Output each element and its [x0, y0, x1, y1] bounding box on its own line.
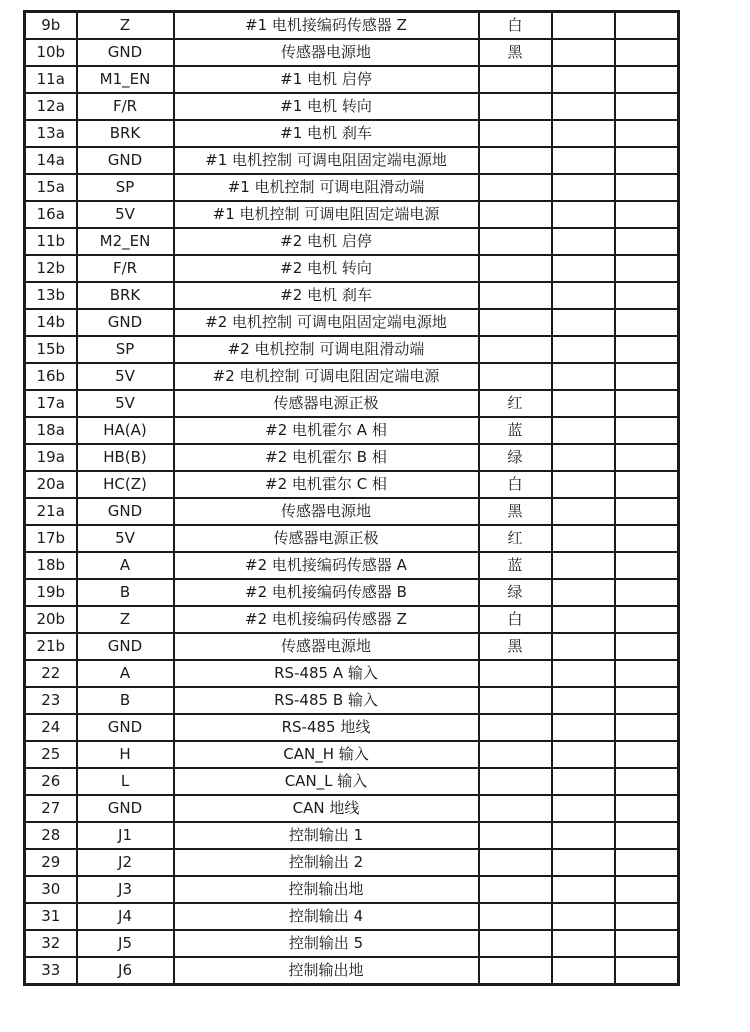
description-cell: #1 电机控制 可调电阻固定端电源 [174, 201, 479, 228]
empty-cell-2 [615, 201, 679, 228]
pin-number-cell: 9b [25, 12, 77, 40]
description-cell: CAN_L 输入 [174, 768, 479, 795]
signal-name-cell: M1_EN [77, 66, 174, 93]
table-row [25, 849, 679, 876]
description-cell: #2 电机接编码传感器 Z [174, 606, 479, 633]
pin-number-cell: 26 [25, 768, 77, 795]
pin-number-cell: 32 [25, 930, 77, 957]
wire-color-cell: 绿 [479, 579, 552, 606]
empty-cell-2 [615, 255, 679, 282]
table-row [25, 228, 679, 255]
signal-name-cell: A [77, 552, 174, 579]
pin-number-cell: 16b [25, 363, 77, 390]
description-cell: 控制输出 4 [174, 903, 479, 930]
pin-number-cell: 13b [25, 282, 77, 309]
empty-cell-1 [552, 336, 615, 363]
empty-cell-1 [552, 714, 615, 741]
empty-cell-1 [552, 552, 615, 579]
description-cell: 控制输出地 [174, 876, 479, 903]
wire-color-cell [479, 93, 552, 120]
description-cell: #1 电机 转向 [174, 93, 479, 120]
empty-cell-1 [552, 93, 615, 120]
pin-number-cell: 10b [25, 39, 77, 66]
description-cell: #2 电机 转向 [174, 255, 479, 282]
signal-name-cell: J2 [77, 849, 174, 876]
description-cell: 控制输出 1 [174, 822, 479, 849]
empty-cell-1 [552, 444, 615, 471]
signal-name-cell: J1 [77, 822, 174, 849]
empty-cell-1 [552, 228, 615, 255]
empty-cell-2 [615, 444, 679, 471]
wire-color-cell [479, 903, 552, 930]
table-row [25, 552, 679, 579]
table-row [25, 147, 679, 174]
pin-number-cell: 33 [25, 957, 77, 985]
signal-name-cell: HB(B) [77, 444, 174, 471]
empty-cell-2 [615, 390, 679, 417]
description-cell: #1 电机接编码传感器 Z [174, 12, 479, 40]
signal-name-cell: HA(A) [77, 417, 174, 444]
empty-cell-2 [615, 120, 679, 147]
empty-cell-2 [615, 903, 679, 930]
empty-cell-1 [552, 687, 615, 714]
empty-cell-1 [552, 768, 615, 795]
description-cell: CAN 地线 [174, 795, 479, 822]
signal-name-cell: BRK [77, 282, 174, 309]
wire-color-cell [479, 687, 552, 714]
description-cell: #1 电机控制 可调电阻固定端电源地 [174, 147, 479, 174]
description-cell: 传感器电源正极 [174, 390, 479, 417]
pin-number-cell: 15b [25, 336, 77, 363]
empty-cell-2 [615, 417, 679, 444]
pin-number-cell: 15a [25, 174, 77, 201]
signal-name-cell: BRK [77, 120, 174, 147]
signal-name-cell: M2_EN [77, 228, 174, 255]
empty-cell-1 [552, 741, 615, 768]
empty-cell-2 [615, 66, 679, 93]
wire-color-cell [479, 174, 552, 201]
wire-color-cell [479, 336, 552, 363]
signal-name-cell: B [77, 579, 174, 606]
pin-number-cell: 25 [25, 741, 77, 768]
wire-color-cell [479, 795, 552, 822]
signal-name-cell: GND [77, 147, 174, 174]
signal-name-cell: L [77, 768, 174, 795]
signal-name-cell: Z [77, 606, 174, 633]
wire-color-cell [479, 660, 552, 687]
empty-cell-2 [615, 849, 679, 876]
empty-cell-1 [552, 39, 615, 66]
table-row [25, 741, 679, 768]
signal-name-cell: SP [77, 336, 174, 363]
table-row [25, 579, 679, 606]
empty-cell-2 [615, 795, 679, 822]
wire-color-cell: 黑 [479, 633, 552, 660]
empty-cell-2 [615, 768, 679, 795]
wire-color-cell [479, 363, 552, 390]
empty-cell-1 [552, 201, 615, 228]
description-cell: 传感器电源地 [174, 498, 479, 525]
description-cell: #2 电机 启停 [174, 228, 479, 255]
empty-cell-1 [552, 309, 615, 336]
signal-name-cell: Z [77, 12, 174, 40]
empty-cell-2 [615, 174, 679, 201]
signal-name-cell: GND [77, 309, 174, 336]
wire-color-cell: 白 [479, 12, 552, 40]
empty-cell-1 [552, 876, 615, 903]
empty-cell-1 [552, 822, 615, 849]
signal-name-cell: GND [77, 714, 174, 741]
signal-name-cell: 5V [77, 525, 174, 552]
signal-name-cell: GND [77, 39, 174, 66]
empty-cell-2 [615, 147, 679, 174]
wire-color-cell [479, 309, 552, 336]
pin-number-cell: 29 [25, 849, 77, 876]
empty-cell-2 [615, 498, 679, 525]
table-row [25, 957, 679, 985]
table-row [25, 255, 679, 282]
pin-number-cell: 14a [25, 147, 77, 174]
signal-name-cell: J5 [77, 930, 174, 957]
empty-cell-2 [615, 309, 679, 336]
table-row [25, 660, 679, 687]
pin-number-cell: 12a [25, 93, 77, 120]
empty-cell-2 [615, 363, 679, 390]
wire-color-cell [479, 201, 552, 228]
wire-color-cell: 红 [479, 390, 552, 417]
table-row [25, 336, 679, 363]
table-row [25, 633, 679, 660]
empty-cell-2 [615, 687, 679, 714]
wire-color-cell: 黑 [479, 39, 552, 66]
wire-color-cell: 绿 [479, 444, 552, 471]
table-row [25, 417, 679, 444]
description-cell: RS-485 A 输入 [174, 660, 479, 687]
empty-cell-1 [552, 579, 615, 606]
signal-name-cell: 5V [77, 363, 174, 390]
empty-cell-2 [615, 606, 679, 633]
wire-color-cell [479, 768, 552, 795]
empty-cell-2 [615, 39, 679, 66]
empty-cell-1 [552, 120, 615, 147]
signal-name-cell: F/R [77, 93, 174, 120]
empty-cell-2 [615, 525, 679, 552]
description-cell: #2 电机接编码传感器 B [174, 579, 479, 606]
description-cell: RS-485 B 输入 [174, 687, 479, 714]
pin-number-cell: 17b [25, 525, 77, 552]
table-row [25, 390, 679, 417]
signal-name-cell: HC(Z) [77, 471, 174, 498]
empty-cell-2 [615, 957, 679, 985]
empty-cell-1 [552, 147, 615, 174]
pin-number-cell: 27 [25, 795, 77, 822]
wire-color-cell [479, 876, 552, 903]
pin-number-cell: 19a [25, 444, 77, 471]
signal-name-cell: J4 [77, 903, 174, 930]
signal-name-cell: J6 [77, 957, 174, 985]
table-row [25, 309, 679, 336]
wire-color-cell: 红 [479, 525, 552, 552]
table-row [25, 606, 679, 633]
empty-cell-1 [552, 930, 615, 957]
wire-color-cell [479, 741, 552, 768]
table-row [25, 174, 679, 201]
wire-color-cell [479, 822, 552, 849]
empty-cell-2 [615, 876, 679, 903]
pin-number-cell: 28 [25, 822, 77, 849]
table-row [25, 903, 679, 930]
empty-cell-1 [552, 498, 615, 525]
empty-cell-1 [552, 255, 615, 282]
wire-color-cell [479, 282, 552, 309]
description-cell: #2 电机霍尔 A 相 [174, 417, 479, 444]
description-cell: 传感器电源地 [174, 633, 479, 660]
pin-number-cell: 16a [25, 201, 77, 228]
pin-number-cell: 30 [25, 876, 77, 903]
signal-name-cell: 5V [77, 390, 174, 417]
empty-cell-1 [552, 363, 615, 390]
pin-number-cell: 11b [25, 228, 77, 255]
pin-number-cell: 21a [25, 498, 77, 525]
empty-cell-1 [552, 795, 615, 822]
table-row [25, 687, 679, 714]
description-cell: 控制输出 5 [174, 930, 479, 957]
description-cell: #1 电机 刹车 [174, 120, 479, 147]
empty-cell-1 [552, 417, 615, 444]
table-row [25, 822, 679, 849]
wire-color-cell: 白 [479, 606, 552, 633]
table-row [25, 93, 679, 120]
table-row [25, 12, 679, 40]
signal-name-cell: GND [77, 633, 174, 660]
pin-number-cell: 22 [25, 660, 77, 687]
pin-number-cell: 13a [25, 120, 77, 147]
empty-cell-2 [615, 741, 679, 768]
wire-color-cell: 黑 [479, 498, 552, 525]
empty-cell-1 [552, 471, 615, 498]
description-cell: 传感器电源正极 [174, 525, 479, 552]
empty-cell-1 [552, 390, 615, 417]
pin-number-cell: 24 [25, 714, 77, 741]
signal-name-cell: 5V [77, 201, 174, 228]
description-cell: #2 电机霍尔 B 相 [174, 444, 479, 471]
pin-number-cell: 20a [25, 471, 77, 498]
table-row [25, 282, 679, 309]
signal-name-cell: B [77, 687, 174, 714]
empty-cell-2 [615, 336, 679, 363]
pin-number-cell: 17a [25, 390, 77, 417]
description-cell: #2 电机控制 可调电阻固定端电源地 [174, 309, 479, 336]
empty-cell-1 [552, 282, 615, 309]
pin-number-cell: 31 [25, 903, 77, 930]
empty-cell-1 [552, 903, 615, 930]
signal-name-cell: H [77, 741, 174, 768]
wire-color-cell: 蓝 [479, 552, 552, 579]
empty-cell-2 [615, 822, 679, 849]
empty-cell-1 [552, 66, 615, 93]
empty-cell-2 [615, 282, 679, 309]
pin-number-cell: 21b [25, 633, 77, 660]
description-cell: 传感器电源地 [174, 39, 479, 66]
empty-cell-1 [552, 525, 615, 552]
empty-cell-2 [615, 579, 679, 606]
wire-color-cell [479, 255, 552, 282]
description-cell: CAN_H 输入 [174, 741, 479, 768]
description-cell: #1 电机 启停 [174, 66, 479, 93]
wire-color-cell [479, 957, 552, 985]
empty-cell-2 [615, 552, 679, 579]
description-cell: #2 电机接编码传感器 A [174, 552, 479, 579]
wire-color-cell [479, 714, 552, 741]
empty-cell-1 [552, 660, 615, 687]
empty-cell-2 [615, 660, 679, 687]
wire-color-cell: 白 [479, 471, 552, 498]
wire-color-cell [479, 120, 552, 147]
empty-cell-2 [615, 930, 679, 957]
pin-number-cell: 12b [25, 255, 77, 282]
pin-number-cell: 14b [25, 309, 77, 336]
empty-cell-2 [615, 228, 679, 255]
pin-table-body [25, 12, 679, 985]
table-row [25, 876, 679, 903]
table-row [25, 39, 679, 66]
signal-name-cell: SP [77, 174, 174, 201]
wire-color-cell [479, 228, 552, 255]
table-row [25, 930, 679, 957]
wire-color-cell [479, 147, 552, 174]
pin-number-cell: 19b [25, 579, 77, 606]
signal-name-cell: GND [77, 795, 174, 822]
empty-cell-2 [615, 633, 679, 660]
table-row [25, 363, 679, 390]
description-cell: 控制输出 2 [174, 849, 479, 876]
table-row [25, 66, 679, 93]
signal-name-cell: J3 [77, 876, 174, 903]
description-cell: #2 电机霍尔 C 相 [174, 471, 479, 498]
empty-cell-1 [552, 633, 615, 660]
empty-cell-2 [615, 714, 679, 741]
signal-name-cell: F/R [77, 255, 174, 282]
table-row [25, 768, 679, 795]
table-row [25, 201, 679, 228]
wire-color-cell [479, 66, 552, 93]
empty-cell-2 [615, 93, 679, 120]
table-row [25, 120, 679, 147]
signal-name-cell: A [77, 660, 174, 687]
wire-color-cell [479, 849, 552, 876]
table-row [25, 498, 679, 525]
pin-definition-table [23, 10, 680, 986]
wire-color-cell: 蓝 [479, 417, 552, 444]
description-cell: #2 电机控制 可调电阻滑动端 [174, 336, 479, 363]
empty-cell-1 [552, 174, 615, 201]
table-row [25, 471, 679, 498]
description-cell: #2 电机 刹车 [174, 282, 479, 309]
description-cell: #1 电机控制 可调电阻滑动端 [174, 174, 479, 201]
wire-color-cell [479, 930, 552, 957]
pin-number-cell: 11a [25, 66, 77, 93]
description-cell: RS-485 地线 [174, 714, 479, 741]
pin-number-cell: 20b [25, 606, 77, 633]
empty-cell-2 [615, 471, 679, 498]
pin-number-cell: 18b [25, 552, 77, 579]
table-row [25, 444, 679, 471]
table-row [25, 795, 679, 822]
pin-number-cell: 18a [25, 417, 77, 444]
table-row [25, 525, 679, 552]
empty-cell-1 [552, 957, 615, 985]
empty-cell-2 [615, 12, 679, 40]
empty-cell-1 [552, 12, 615, 40]
empty-cell-1 [552, 606, 615, 633]
description-cell: #2 电机控制 可调电阻固定端电源 [174, 363, 479, 390]
table-row [25, 714, 679, 741]
description-cell: 控制输出地 [174, 957, 479, 985]
pin-number-cell: 23 [25, 687, 77, 714]
signal-name-cell: GND [77, 498, 174, 525]
empty-cell-1 [552, 849, 615, 876]
